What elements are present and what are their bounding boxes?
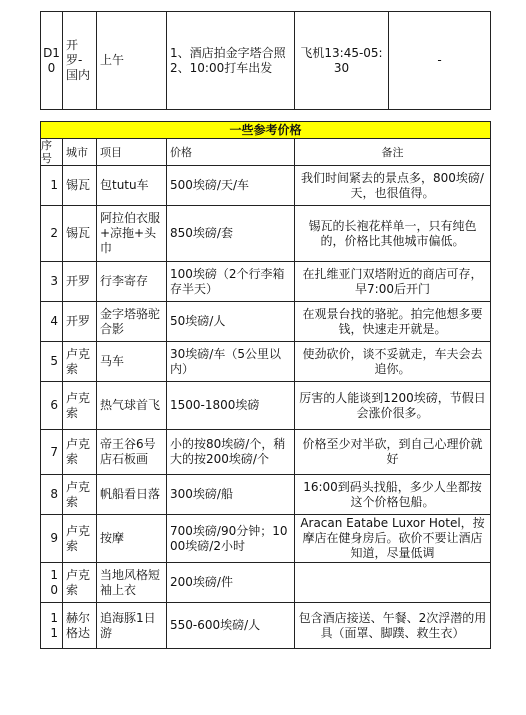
row-item-cell: 热气球首飞: [97, 382, 167, 430]
row-number-cell: 5: [41, 342, 63, 382]
row-item-cell: 马车: [97, 342, 167, 382]
row-city-cell: 卢克索: [63, 475, 97, 515]
header-item: 项目: [97, 139, 167, 166]
row-note-cell: Aracan Eatabe Luxor Hotel，按摩店在健身房后。砍价不要让酒店知道，尽量低调: [295, 515, 491, 563]
row-city-cell: 赫尔格达: [63, 603, 97, 649]
row-price-cell: 550-600埃磅/人: [167, 603, 295, 649]
row-note-cell: 厉害的人能谈到1200埃磅，节假日会涨价很多。: [295, 382, 491, 430]
table-row: [41, 475, 491, 515]
row-price-cell: 700埃磅/90分钟；1000埃磅/2小时: [167, 515, 295, 563]
row-city-cell: 卢克索: [63, 382, 97, 430]
row-number-cell: 2: [41, 206, 63, 262]
row-number-cell: 10: [41, 563, 63, 603]
table-row: [41, 515, 491, 563]
row-note-cell: 包含酒店接送、午餐、2次浮潜的用具（面罩、脚蹼、救生衣）: [295, 603, 491, 649]
row-city-cell: 卢克索: [63, 515, 97, 563]
itinerary-row: [41, 12, 491, 110]
row-price-cell: 1500-1800埃磅: [167, 382, 295, 430]
row-note-cell: 在观景台找的骆驼。拍完他想多要钱，快速走开就是。: [295, 302, 491, 342]
header-row: [41, 139, 491, 166]
header-no: 序号: [41, 139, 63, 166]
table-row: [41, 302, 491, 342]
schedule-item: 1、酒店拍金字塔合照: [170, 45, 286, 60]
time-cell: 上午: [97, 12, 167, 110]
row-note-cell: [295, 563, 491, 603]
row-number-cell: 4: [41, 302, 63, 342]
row-city-cell: 卢克索: [63, 430, 97, 475]
price-table: [40, 121, 491, 649]
row-item-cell: 阿拉伯衣服+凉拖+头巾: [97, 206, 167, 262]
table-row: [41, 206, 491, 262]
row-note-cell: 在扎维亚门双塔附近的商店可存，早7:00后开门: [295, 262, 491, 302]
day-cell: D10: [41, 12, 63, 110]
row-number-cell: 7: [41, 430, 63, 475]
row-item-cell: 帝王谷6号店石板画: [97, 430, 167, 475]
flight-cell: 飞机13:45-05:30: [295, 12, 389, 110]
row-number-cell: 8: [41, 475, 63, 515]
row-number-cell: 6: [41, 382, 63, 430]
row-number-cell: 11: [41, 603, 63, 649]
row-item-cell: 按摩: [97, 515, 167, 563]
row-item-cell: 金字塔骆驼合影: [97, 302, 167, 342]
row-city-cell: 卢克索: [63, 342, 97, 382]
row-number-cell: 1: [41, 166, 63, 206]
row-number-cell: 9: [41, 515, 63, 563]
row-city-cell: 卢克索: [63, 563, 97, 603]
header-city: 城市: [63, 139, 97, 166]
table-row: [41, 342, 491, 382]
row-note-cell: 使劲砍价，谈不妥就走，车夫会去追你。: [295, 342, 491, 382]
row-item-cell: 帆船看日落: [97, 475, 167, 515]
table-row: [41, 430, 491, 475]
note-cell: -: [389, 12, 491, 110]
table-row: [41, 382, 491, 430]
price-table-title: 一些参考价格: [41, 122, 491, 139]
row-price-cell: 小的按80埃磅/个，稍大的按200埃磅/个: [167, 430, 295, 475]
header-price: 价格: [167, 139, 295, 166]
city-cell: 开罗-国内: [63, 12, 97, 110]
row-item-cell: 包tutu车: [97, 166, 167, 206]
row-note-cell: 16:00到码头找船，多少人坐都按这个价格包船。: [295, 475, 491, 515]
row-price-cell: 50埃磅/人: [167, 302, 295, 342]
row-city-cell: 开罗: [63, 302, 97, 342]
row-note-cell: 锡瓦的长袍花样单一，只有纯色的，价格比其他城市偏低。: [295, 206, 491, 262]
table-row: [41, 262, 491, 302]
row-price-cell: 100埃磅（2个行李箱存半天）: [167, 262, 295, 302]
schedule-item: 2、10:00打车出发: [170, 60, 273, 75]
table-row: [41, 166, 491, 206]
row-item-cell: 当地风格短袖上衣: [97, 563, 167, 603]
row-city-cell: 锡瓦: [63, 206, 97, 262]
row-item-cell: 追海豚1日游: [97, 603, 167, 649]
row-note-cell: 价格至少对半砍，到自己心理价就好: [295, 430, 491, 475]
row-note-cell: 我们时间紧去的景点多，800埃磅/天，也很值得。: [295, 166, 491, 206]
header-note: 备注: [295, 139, 491, 166]
row-city-cell: 锡瓦: [63, 166, 97, 206]
row-number-cell: 3: [41, 262, 63, 302]
row-price-cell: 300埃磅/船: [167, 475, 295, 515]
table-row: [41, 563, 491, 603]
row-price-cell: 500埃磅/天/车: [167, 166, 295, 206]
row-city-cell: 开罗: [63, 262, 97, 302]
row-price-cell: 30埃磅/车（5公里以内）: [167, 342, 295, 382]
schedule-cell: [167, 12, 295, 110]
row-price-cell: 200埃磅/件: [167, 563, 295, 603]
row-price-cell: 850埃磅/套: [167, 206, 295, 262]
row-item-cell: 行李寄存: [97, 262, 167, 302]
itinerary-table: [40, 11, 491, 110]
table-row: [41, 603, 491, 649]
